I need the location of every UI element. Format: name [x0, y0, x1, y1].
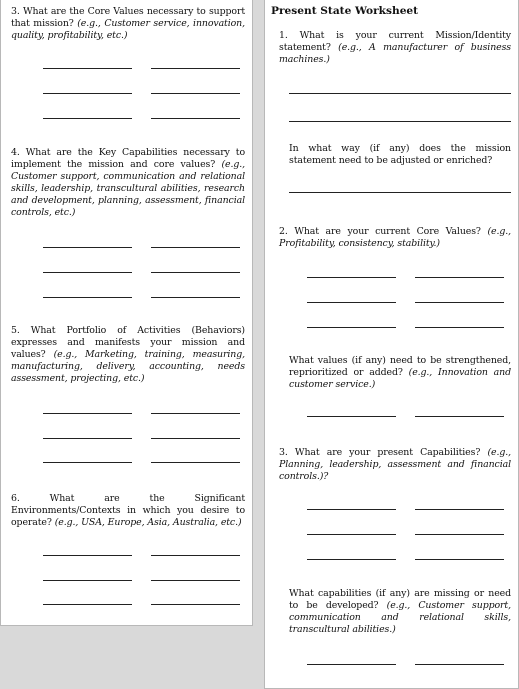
answer-line[interactable]: [307, 664, 396, 665]
question-values-to-strengthen: What values (if any) need to be strengthened, reprioritized or added? (e.g., Innovation and customer service.): [289, 355, 511, 390]
answer-line[interactable]: [307, 509, 396, 510]
question-significant-environments: 6. What are the Significant Environments/Contexts in which you desire to operate? (e.g., USA, Europe, Asia, Australia, etc.): [11, 493, 245, 528]
answer-line[interactable]: [151, 438, 240, 439]
answer-line[interactable]: [43, 118, 132, 119]
answer-line[interactable]: [415, 302, 504, 303]
answer-line[interactable]: [43, 580, 132, 581]
answer-line[interactable]: [415, 277, 504, 278]
answer-line[interactable]: [151, 272, 240, 273]
answer-line[interactable]: [43, 272, 132, 273]
answer-line[interactable]: [415, 559, 504, 560]
answer-line[interactable]: [151, 247, 240, 248]
answer-line[interactable]: [43, 247, 132, 248]
answer-line[interactable]: [43, 555, 132, 556]
answer-line[interactable]: [415, 416, 504, 417]
answer-line[interactable]: [151, 555, 240, 556]
answer-line[interactable]: [307, 534, 396, 535]
answer-line[interactable]: [307, 302, 396, 303]
answer-line[interactable]: [43, 462, 132, 463]
question-core-values-required: 3. What are the Core Values necessary to support that mission? (e.g., Customer service, innovation, quality, profitability, etc.): [11, 6, 245, 41]
answer-line[interactable]: [151, 93, 240, 94]
left-worksheet-page: [0, 0, 253, 626]
answer-line[interactable]: [151, 462, 240, 463]
answer-line[interactable]: [43, 413, 132, 414]
answer-line[interactable]: [307, 327, 396, 328]
answer-line[interactable]: [43, 93, 132, 94]
answer-line[interactable]: [415, 664, 504, 665]
answer-line[interactable]: [151, 297, 240, 298]
answer-line[interactable]: [151, 413, 240, 414]
answer-line[interactable]: [289, 192, 511, 193]
answer-line[interactable]: [43, 297, 132, 298]
question-missing-capabilities: What capabilities (if any) are missing or need to be developed? (e.g., Customer support, communication and relational skills, transcultural abilities.): [289, 588, 511, 635]
answer-line[interactable]: [415, 327, 504, 328]
question-mission-adjustment: In what way (if any) does the mission statement need to be adjusted or enriched?: [289, 143, 511, 166]
question-key-capabilities-required: 4. What are the Key Capabilities necessary to implement the mission and core values? (e.g., Customer support, communication and relational skills, leadership, transcultural abilities, research and development, planning, assessment, financial controls, etc.): [11, 147, 245, 218]
answer-line[interactable]: [415, 509, 504, 510]
answer-line[interactable]: [151, 604, 240, 605]
answer-line[interactable]: [43, 68, 132, 69]
page-gutter: [253, 0, 264, 689]
question-current-core-values: 2. What are your current Core Values? (e.g., Profitability, consistency, stability.): [279, 226, 511, 249]
answer-line[interactable]: [307, 416, 396, 417]
answer-line[interactable]: [289, 93, 511, 94]
page-bottom-gutter: [0, 626, 264, 689]
answer-line[interactable]: [289, 121, 511, 122]
question-portfolio-of-activities: 5. What Portfolio of Activities (Behaviors) expresses and manifests your mission and values? (e.g., Marketing, training, measuring, manufacturing, delivery, accounting, needs assessment, projecting, etc.): [11, 325, 245, 384]
answer-line[interactable]: [415, 534, 504, 535]
answer-line[interactable]: [151, 118, 240, 119]
answer-line[interactable]: [43, 604, 132, 605]
answer-line[interactable]: [43, 438, 132, 439]
worksheet-title: Present State Worksheet: [271, 5, 419, 17]
present-state-worksheet-page: [264, 0, 519, 689]
question-current-mission: 1. What is your current Mission/Identity statement? (e.g., A manufacturer of business machines.): [279, 30, 512, 65]
question-present-capabilities: 3. What are your present Capabilities? (e.g., Planning, leadership, assessment and financial controls.)?: [279, 447, 511, 482]
answer-line[interactable]: [307, 559, 396, 560]
answer-line[interactable]: [307, 277, 396, 278]
answer-line[interactable]: [151, 68, 240, 69]
answer-line[interactable]: [151, 580, 240, 581]
